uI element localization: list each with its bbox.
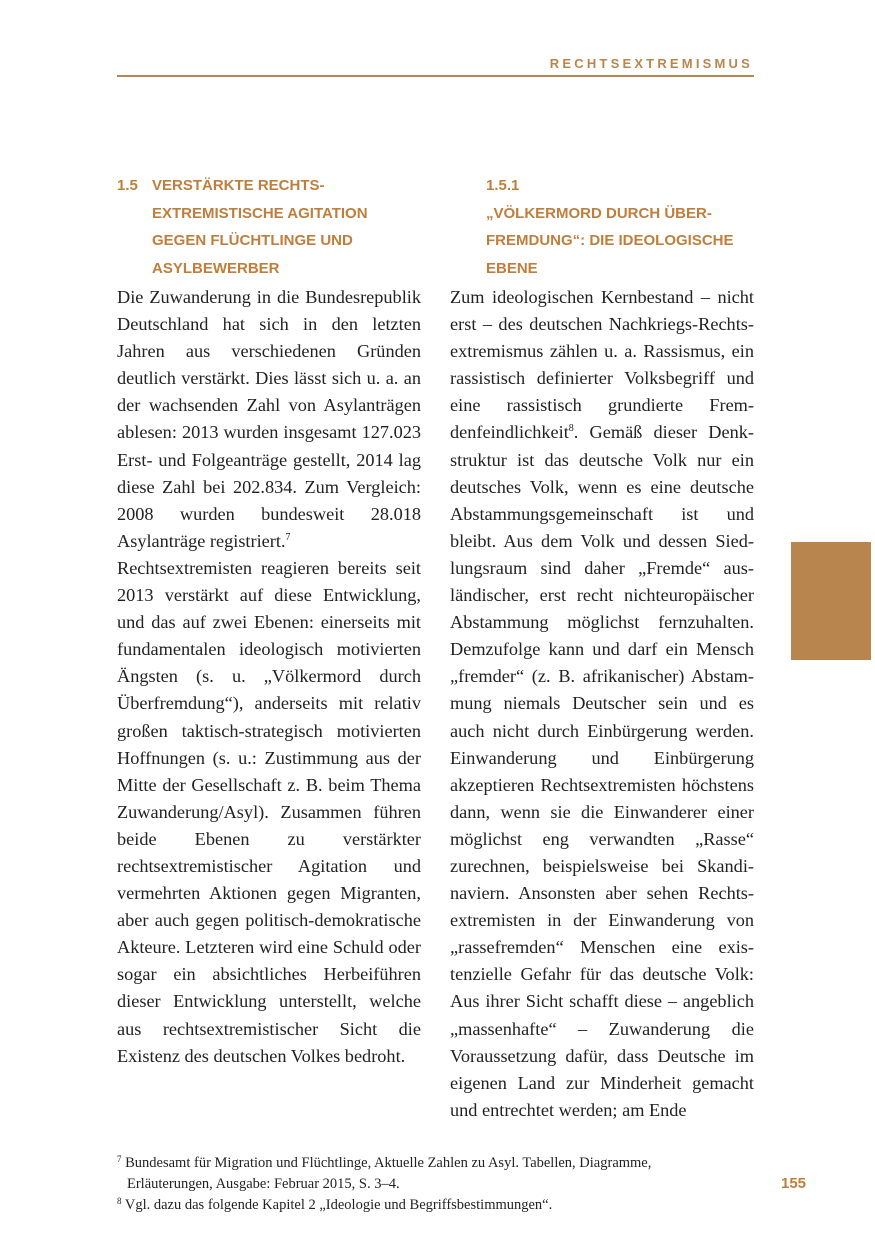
page-number: 155	[781, 1175, 807, 1192]
section-number: 1.5	[117, 177, 138, 194]
section-title: „VÖLKERMORD DURCH ÜBER- FREMDUNG“: DIE IDEOLOGISCHE EBENE	[486, 204, 734, 277]
section-number: 1.5.1	[486, 177, 520, 194]
paragraph: Zum ideologischen Kernbestand – nicht erst – des deutschen Nachkriegs-Rechtsextremismus zählen u. a. Rassismus, ein rassistisch definierter Volksbegriff und eine rassistisch grundierte Fremdenfeindlichkeit$^8$. Gemäß dieser Denkstruktur ist das deutsche Volk nur ein deutsches Volk, wenn es eine deutsche Abstammungsgemeinschaft ist und bleibt. Aus dem Volk und dessen Siedlungsraum sind daher „Fremde“ ausländischer, erst recht nichteuropäischer Abstammung möglichst fernzuhalten. Demzufolge kann und darf ein Mensch „fremder“ (z. B. afrikanischer) Abstammung niemals Deutscher sein und es auch nicht durch Einbürgerung werden. Einwanderung und Einbürgerung akzeptieren Rechtsextremisten höchstens dann, wenn sie die Einwanderer einer möglichst eng verwandten „Rasse“ zurechnen, beispielsweise bei Skandinaviern. Ansonsten aber sehen Rechtsextremisten in der Einwanderung von „rassefremden“ Menschen eine existenzielle Gefahr für das deutsche Volk: Aus ihrer Sicht schafft diese – angeblich „massenhafte“ – Zuwanderung die Voraussetzung dafür, dass Deutsche im eigenen Land zur Minderheit gemacht und entrechtet werden; am Ende	[450, 287, 754, 1120]
footnote-8: $^8$ Vgl. dazu das folgende Kapitel 2 „Ideologie und Begriffsbestimmungen“.	[117, 1196, 553, 1213]
section-title: VERSTÄRKTE RECHTS- EXTREMISTISCHE AGITATION GEGEN FLÜCHTLINGE UND ASYLBEWERBER	[152, 177, 368, 277]
running-header-title: RECHTSEXTREMISMUS	[549, 56, 753, 71]
footnote-7: $^7$ Bundesamt für Migration und Flüchtlinge, Aktuelle Zahlen zu Asyl. Tabellen, Diagramme, Erläuterungen, Ausgabe: Februar 2015, S. 3–4.	[117, 1154, 652, 1192]
section-heading-1-5	[117, 172, 421, 282]
left-column	[117, 172, 421, 1070]
paragraph: Rechtsextremisten reagieren bereits seit 2013 verstärkt auf diese Entwicklung, und das auf zwei Ebenen: einerseits mit fundamentalen ideologisch motivierten Ängsten (s. u. „Völkermord durch Überfremdung“), anderseits mit relativ großen taktisch-strategisch motivierten Hoffnungen (s. u.: Zustimmung aus der Mitte der Gesellschaft z. B. beim Thema Zuwanderung/Asyl). Zusammen führen beide Ebenen zu verstärkter rechtsextremistischer Agitation und vermehrten Aktionen gegen Migranten, aber auch gegen politisch-demokratische Akteure. Letzteren wird eine Schuld oder sogar ein absichtliches Herbeiführen dieser Entwicklung unterstellt, welche aus rechtsextremistischer Sicht die Existenz des deutschen Volkes bedroht.	[117, 557, 421, 1066]
header-rule	[117, 75, 754, 77]
right-column	[450, 172, 754, 1124]
paragraph: Die Zuwanderung in die Bundesrepublik Deutschland hat sich in den letzten Jahren aus verschiedenen Gründen deutlich verstärkt. Dies lässt sich u. a. an der wachsenden Zahl von Asylanträgen ablesen: 2013 wurden insgesamt 127.023 Erst- und Folgeanträge gestellt, 2014 lag diese Zahl bei 202.834. Zum Vergleich: 2008 wurden bundesweit 28.018 Asylanträge registriert.$^7$	[117, 287, 421, 551]
footnotes	[117, 1153, 737, 1216]
chapter-side-tab	[791, 542, 871, 660]
footnote-ref-8: 8	[568, 423, 574, 435]
footnote-ref-7: 7	[285, 531, 291, 543]
section-heading-1-5-1	[450, 172, 754, 282]
